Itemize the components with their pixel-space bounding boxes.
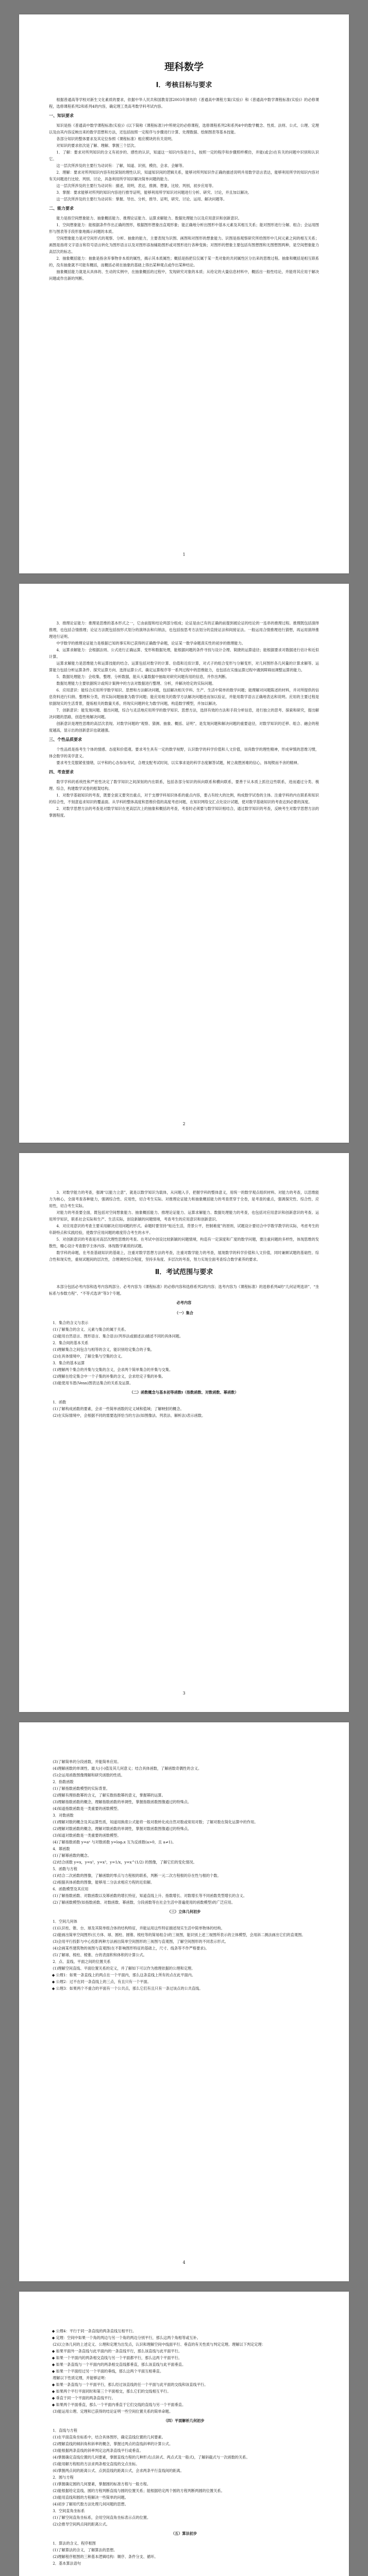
paragraph: 抽象概括能力就是从具体的、生动的实例中，在抽象概括的过程中，发现研究对象的本质；从给定的大量信息材料中，概括出一般性结论，并能将其应用于解决问题或作出新的判断。 — [49, 269, 319, 281]
paragraph: 5．数据处理能力：会收集、整理、分析数据，能从大量数据中抽取对研究问题有用的信息，并作出判断。 — [56, 674, 229, 679]
center-heading: 必考内容 — [176, 1300, 192, 1305]
page-number: 3 — [182, 1691, 186, 1696]
list-item: (4)会画某些建筑物的视图与直观图(在不影响图形特征的基础上，尺寸、线条等不作严格要求)。 — [53, 1946, 209, 1951]
list-item: (6)掌握两点间的距离公式、点到直线的距离公式，会求两条平行直线间的距离。 — [53, 2468, 184, 2473]
list-item: (4)知道指数函数是一类重要的函数模型。 — [53, 1806, 121, 1811]
list-item: (1)了解幂函数的概念。 — [53, 1853, 92, 1858]
section-heading: Ⅰ．考核目标与要求 — [156, 81, 212, 89]
paragraph: 中学数学的推理论证能力是根据已知的事实和已获得的正确数学命题，论证某一数学命题真实性的初步的推理能力。 — [56, 641, 245, 646]
document-page — [19, 1153, 349, 1712]
subsection-heading: 三、个性品质要求 — [49, 737, 82, 742]
list-item: (3)会用平行投影与中心投影两种方法画出简单空间图形的三视图与直观图，了解空间图形的不同表示形式。 — [53, 1939, 228, 1944]
list-item: (3)理解指数函数的概念，理解指数函数的单调性，掌握指数函数图像通过的特殊点。 — [53, 1800, 192, 1804]
list-item: 3．对数函数 — [53, 1813, 74, 1818]
list-item: (2)理解直线的倾斜角和斜率的概念，掌握过两点的直线斜率的计算公式。 — [53, 2442, 173, 2446]
list-item: (1)在平面直角坐标系中，结合具体图形，确定直线位置的几何要素。 — [53, 2435, 165, 2439]
paragraph: 个性品质是指考生个体的情感、态度和价值观。要求考生具有一定的数学视野，认识数学的科学价值和人文价值，崇尚数学的理性精神，形成审慎的思维习惯，体会数学的美学意义。 — [49, 747, 319, 758]
paragraph: 要求考生克服紧张情绪，以平和的心态参加考试，合理支配考试时间，以实事求是的科学态度解答试题，树立战胜困难的信心，体现锲而不舍的精神。 — [56, 760, 301, 765]
bullet-item: ◆ 定理：空间中如果一个角的两边与另一个角的两边分别平行，那么这两个角相等或互补。 — [52, 2335, 200, 2340]
paragraph: 各部分知识的整体要求及其定位参照《课程标准》相应模块的有关说明。 — [56, 137, 175, 141]
list-item: (1)理解空间直线、平面位置关系的定义，并了解如下可以作为推理依据的公理和定理。 — [53, 1966, 195, 1971]
page-content — [49, 2328, 319, 2567]
paragraph: 7．创新意识：能发现问题、提出问题，综合与灵活地应用所学的数学知识、思想方法，选择有效的方法和手段分析信息，进行独立的思考、探索和研究，提出解决问题的思路，创造性地解决问题。 — [49, 708, 319, 719]
center-heading: （三）立体几何初步 — [167, 1909, 201, 1914]
paragraph: 3．对数学能力的考查，强调“以能力立意”，就是以数学知识为载体，从问题入手，把握学科的整体意义，用统一的数学观点组织材料。对能力的考查，以思维能力为核心，全面考查各种能力，强调综合性、应用性，切合考生实际。对推理论证能力和抽象概括能力的考查贯穿于全卷，是考查的重点，强调探究性、综合性、应用性，切合考生实际。 — [49, 1190, 319, 1208]
bullet-item: ◆ 如果一个平面经过另一个平面的垂线，那么这两个平面互相垂直。 — [52, 2369, 164, 2374]
list-item: (3)能用直线和圆的方程解决一些简单的问题。 — [53, 2495, 128, 2500]
list-item: (1)理解两个集合的并集与交集的含义，会求两个简单集合的并集与交集。 — [53, 1367, 173, 1372]
subsection-heading: 四、考查要求 — [49, 770, 74, 774]
list-item: (3)知道对数函数是一类重要的函数模型。 — [53, 1833, 121, 1838]
paragraph: 数学科的命题，在考查基础知识的基础上，注重对数学思想方法的考查，注重对数学能力的考查，展现数学的科学价值和人文价值，同时兼顾试题的基础性、综合性和现实性，重视试题间的层次性，合理调控综合程度，坚持多角度、多层次的考查，努力实现全面考查综合数学素养的要求。 — [49, 1250, 319, 1262]
paragraph: 2．对数学思想方法的考查是对数学知识在更高层次上的抽象和概括的考查，考查时必须要与数学知识相结合，通过数学知识的考查，反映考生对数学思想方法的掌握程度。 — [49, 806, 319, 818]
list-item: 1．直线与方程 — [53, 2428, 77, 2433]
list-item: 1．集合的含义与表示 — [53, 1320, 89, 1325]
paragraph: 运算求解能力是思维能力和运算技能的结合。运算包括对数字的计算、估值和近似计算，对式子的组合变形与分解变形，对几何图形各几何量的计算求解等。运算能力包括分析运算条件、探究运算方向、选择运算公式、确定运算程序等一系列过程中的思维能力，也包括在实施运算过程中遇到障碍而调整运算的能力。 — [49, 661, 319, 672]
page-content — [49, 60, 319, 282]
paragraph: 4．对应用意识的考查主要采用解决应用问题的形式。命题时要坚持“贴近生活，背景公平，控制难度”的原则，试题设计要切合中学数学教学的实际，考虑考生的年龄特点和实践经验，使数学应用问题的难度符合考生的水平。 — [49, 1224, 319, 1235]
bullet-item: ◆ 公理3：如果两个不重合的平面有一个公共点，那么它们有且只有一条过该点的公共直线。 — [52, 1986, 203, 1991]
center-heading: （一）集合 — [175, 1311, 193, 1315]
bullet-item: ◆ 如果一条直线与一个平面平行，那么经过该直线的任一个平面与此平面的交线和该直线平行。 — [52, 2382, 208, 2387]
bullet-item: ◆ 如果两个平面垂直，那么一个平面内垂直于它们交线的直线与另一个平面垂直。 — [52, 2402, 186, 2407]
list-item: (1)了解算法的含义，了解算法的思想。 — [53, 2548, 118, 2552]
page-number: 1 — [182, 552, 186, 557]
section-heading: Ⅱ．考试范围与要求 — [155, 1268, 213, 1276]
list-item: (3)了解简单的分段函数，并能简单应用。 — [53, 1759, 121, 1764]
bullet-item: ◆ 垂直于同一个平面的两条直线平行。 — [52, 2396, 115, 2400]
list-item: (1)认识柱、锥、台、球及其简单组合体的结构特征，并能运用这些特征描述现实生活中简单物体的结构。 — [53, 1926, 225, 1930]
document-page — [19, 2292, 349, 2576]
list-item: (1)掌握确定圆的几何要素，掌握圆的标准方程与一般方程。 — [53, 2482, 151, 2486]
list-item: 2．集合间的基本关系 — [53, 1341, 89, 1345]
list-item: 4．幂函数 — [53, 1846, 70, 1851]
subsection-heading: 一、知识要求 — [49, 113, 74, 118]
list-item: 1．算法的含义、程序框图 — [53, 2541, 96, 2546]
paragraph: 这一层次所涉及的主要行为动词有：描述，说明，表达，推测、想象，比较、判别，初步应用等。 — [56, 183, 216, 188]
center-heading: （五）算法初步 — [171, 2531, 197, 2536]
center-heading: （二）函数概念与基本初等函数Ⅰ（指数函数、对数函数、幂函数） — [129, 1390, 239, 1395]
paragraph: 1．对数学基础知识的考查，既要全面又要突出重点，对于支撑学科知识体系的重点内容，要占有较大的比例，构成数学试卷的主体。注重学科的内在联系和知识的综合性，不刻意追求知识的覆盖面。从学科的整体高度和思维价值的高度考虑问题，在知识网络交汇点处设计试题，使对数学基础知识的考查达到必要的深度。 — [49, 793, 319, 804]
list-item: 理解以下性质定理，并能够证明： — [53, 2376, 109, 2380]
paragraph: 数据处理能力主要依据统计或统计案例中的方法对数据进行整理、分析，并解决给定的实际问题。 — [56, 681, 216, 686]
paragraph: 对能力的考查要全面，既包括对空间想象能力、抽象概括能力、推理论证能力、运算求解能力、数据处理能力的考查，也包括对应用意识和创新意识的考查。运用所学知识，联系社会实际和生产、生活实际，创设新颖的问题情境，考查考生的应用意识和创新意识。 — [49, 1210, 319, 1222]
list-item: 2．点、直线、平面之间的位置关系 — [53, 1959, 111, 1964]
paragraph: 这一层次所涉及的主要行为动词有：了解，知道、识别，模仿，会求、会解等。 — [56, 163, 186, 168]
paragraph: 对知识的要求依次是了解、理解、掌握三个层次。 — [56, 143, 138, 148]
page-number: 4 — [182, 2260, 186, 2265]
list-item: 2．指数函数 — [53, 1780, 74, 1784]
list-item: 3．空间直角坐标系 — [53, 2509, 85, 2513]
list-item: 1．空间几何体 — [53, 1919, 77, 1924]
paragraph: 5．对创新意识的考查是对高层次理性思维的考查。在考试中创设比较新颖的问题情境，构造有一定深度和广度的数学问题，要注重问题的多样性，体现思维的发散性，精心设计考查数学主体内容、体现数学素质的试题。 — [49, 1237, 319, 1248]
paragraph: 1．空间想象能力：能根据条件作出正确的图形，根据图形想象出直观形象；能正确地分析出图形中基本元素及其相互关系；能对图形进行分解、组合；会运用图形与图表等手段形象地揭示问题的本质。 — [49, 223, 319, 234]
list-item: (2)能用自然语言、图形语言、集合语言(列举法或描述法)描述不同的具体问题。 — [53, 1334, 183, 1338]
list-item: 6．函数模型及其应用 — [53, 1887, 89, 1891]
bullet-item: ◆ 如果平面外一条直线与此平面内的一条直线平行，那么该直线与此平面平行。 — [52, 2349, 182, 2353]
list-item: 3．集合的基本运算 — [53, 1361, 85, 1365]
list-item: (2)理解对数函数的概念，理解对数函数的单调性，掌握对数函数图像通过的特殊点。 — [53, 1826, 192, 1831]
list-item: (1)了解构成函数的要素，会求一些简单函数的定义域和值域；了解映射的概念。 — [53, 1406, 184, 1411]
subsection-heading: 二、能力要求 — [49, 206, 74, 211]
list-item: (2)会推导空间两点间的距离公式。 — [53, 2522, 110, 2527]
list-item: (4)初步了解用代数方法处理几何问题的思想。 — [53, 2502, 128, 2506]
bullet-item: ◆ 如果一个平面内的两条相交直线与另一个平面都平行，那么这两个平面平行。 — [52, 2355, 182, 2360]
document-page — [19, 1722, 349, 2281]
center-heading: （四）平面解析几何初步 — [163, 2418, 205, 2423]
list-item: (4)掌握确定直线位置的几何要素，掌握直线方程的几种形式(点斜式、两点式及一般式)，了解斜截式与一次函数的关系。 — [53, 2455, 250, 2460]
document-title: 理科数学 — [164, 61, 204, 73]
page-content — [49, 1758, 319, 1992]
list-item: (2)能根据给定直线、圆的方程判断直线与圆的位置关系；能根据给定两个圆的方程判断两圆的位置关系。 — [53, 2488, 225, 2493]
paragraph: 根据普通高等学校对新生文化素质的要求，依据中华人民共和国教育部2003年颁布的《普通高中课程方案(实验)》和《普通高中数学课程标准(实验)》的必修课程，选修课程系列2和系列4的内容，确定理工类高考数学科考试内容。 — [49, 97, 319, 109]
list-item: (2)在实际情境中，会根据不同的需要选择恰当的方法(如图像法、列表法、解析法)表示函数。 — [53, 1413, 206, 1418]
document-page — [19, 14, 349, 573]
bullet-item: ◆ 公理2：过不在同一条直线上的三点，有且只有一个平面。 — [52, 1979, 151, 1984]
paragraph: 这一层次所涉及的主要行为动词有：掌握、导出、分析，推导、证明，研究、讨论、运用、解决问题等。 — [56, 197, 227, 201]
paragraph: 知识是指《普通高中数学课程标准(实验)》(以下简称《课程标准》)中所规定的必修课程，选修课程系列2和系列4中的数学概念、性质、法则、公式、公理、定理以及由其内容反映出来的数学思想和方法，还包括按照一定程序与步骤进行计算、处理数据、绘制图表等基本技能。 — [49, 123, 319, 134]
list-item: (4)理解函数的单调性、最大(小)值及其几何意义；结合具体函数，了解函数奇偶性的含义。 — [53, 1766, 202, 1771]
bullet-item: ◆ 如果一条直线与一个平面内的两条相交直线都垂直，那么该直线与此平面垂直。 — [52, 2362, 186, 2367]
list-item: (2)结合函数 y=x，y=x²，y=x³，y=1/x，y=x^(1/2) 的图像，了解它们的变化情况。 — [53, 1860, 197, 1865]
page-number: 2 — [182, 1122, 186, 1126]
list-item: 1．函数 — [53, 1400, 66, 1404]
list-item: 2．圆与方程 — [53, 2475, 74, 2480]
list-item: (3)能运用公理、定理和已获得的结论证明一些空间位置关系的简单命题。 — [53, 2409, 173, 2414]
list-item: (2)在具体情境中，了解全集与空集的含义。 — [53, 1354, 125, 1359]
list-item: (1)了解指数函数、对数函数以及幂函数的增长特征，知道直线上升、指数增长、对数增长等不同函数类型增长的含义。 — [53, 1893, 247, 1898]
list-item: 5．函数与方程 — [53, 1867, 77, 1871]
page-content — [49, 620, 319, 819]
bullet-item: ◆ 如果两个平行平面同时和第三个平面相交，那么它们的交线相互平行。 — [52, 2389, 171, 2394]
list-item: (1)理解对数的概念及其运算性质，知道用换底公式能将一般对数转化成自然对数或常用对数；了解对数在简化运算中的作用。 — [53, 1820, 258, 1824]
list-item: (3)能使用韦恩(Venn)图表达集合的关系及运算。 — [53, 1381, 133, 1385]
list-item: (1)了解集合的含义、元素与集合的属于关系。 — [53, 1327, 128, 1332]
bullet-item: ◆ 公理1：如果一条直线上的两点在一个平面内，那么这条直线上所有的点在此平面内。 — [52, 1973, 196, 1977]
list-item: (2)理解有理指数幂的含义，了解实数指数幂的意义，掌握幂的运算。 — [53, 1793, 165, 1798]
paragraph: 空间想象能力是对空间形式的观察、分析、抽象的能力，主要表现为识图、画图和对图形的想象能力。识图是指观察研究所给图形中几何元素之间的相互关系；画图是指将文字语言和符号语言转化为图形语言以及对图形添加辅助图形或对图形进行各种变换；对图形的想象主要包括有图想图和无图想图两种，是空间想象能力高层次的标志。 — [49, 236, 319, 254]
list-item: (2)能画出简单空间图形(长方体、球、圆柱、圆锥、棱柱等的简易组合)的三视图，能识别上述三视图所表示的立体模型，会用斜二测法画出它们的直观图。 — [53, 1933, 306, 1937]
list-item: (1)结合二次函数的图像，了解函数的零点与方程根的联系，判断一元二次方程根的存在性与根的个数。 — [53, 1873, 221, 1878]
paragraph: 创新意识是理性思维的高层次表现。对数学问题的“观察、猜测、抽象、概括、证明”，是发现问题和解决问题的重要途径，对数学知识的迁移、组合、融会的程度越高，显示出的创新意识也就越强。 — [49, 721, 319, 733]
paragraph: 6．应用意识：能综合应用所学数学知识、思想和方法解决问题，包括解决相关学科、生产、生活中简单的数学问题；能理解对问题陈述的材料，并对所提供的信息资料进行归纳、整理和分类，将实际问题抽象为数学问题；能应用相关的数学方法解决问题进而加以验证，并能用数学语言正确地表达和说明。应用的主要过程是依据现实的生活背景，提炼相关的数量关系，将现实问题转化为数学问题，构造数学模型，并加以解决。 — [49, 688, 319, 706]
paragraph: 2．理解：要求对所列知识内容有较深刻的理性认识，知道知识间的逻辑关系，能够对所列知识作正确的描述说明并用数学语言表达，能够利用所学的知识内容对有关问题进行比较、判别、讨论，具备利用所学知识解决简单问题的能力。 — [49, 170, 319, 181]
document-page — [19, 584, 349, 1143]
paragraph: 3．推理论证能力：推理是思维的基本形式之一，它由前提和结论两部分组成；论证是由已有的正确的前提到被论证的结论的一连串的推理过程。推理既包括演绎推理，也包括合情推理；论证方法既包括按形式划分的演绎法和归纳法，也包括按思考方法划分的直接证法和间接证法。一般运用合情推理进行猜想，再运用演绎推理进行证明。 — [49, 621, 319, 639]
paragraph: 3．掌握：要求能够对所列的知识内容进行推导证明，能够利用所学知识对问题进行分析、研究、讨论，并且加以解决。 — [56, 190, 252, 195]
page-content — [49, 1189, 319, 1419]
paragraph: 本部分包括必考内容和选考内容两部分。必考内容为《课程标准》的必修内容和选修系列2的内容；选考内容为《课程标准》的选修系列4的“几何证明选讲”、“坐标系与参数方程”、“不等式选讲”等3个专题。 — [49, 1284, 319, 1296]
paragraph: 1．了解：要求对所列知识的含义有初步的、感性的认识，知道这一知识内容是什么，按照一定的程序和步骤照样模仿，并能(或会)在有关的问题中识别和认识它。 — [49, 150, 319, 161]
list-item: (1)了解指数函数模型的实际背景。 — [53, 1786, 110, 1791]
list-item: 2．基本算法语句 — [53, 2561, 81, 2566]
list-item: (2)理解程序框图的三种基本逻辑结构：顺序、条件分支、循环。 — [53, 2554, 158, 2559]
list-item: (2)了解函数模型(如指数函数、对数函数、幂函数、分段函数等在社会生活中普遍使用的函数模型)的广泛应用。 — [53, 1900, 235, 1905]
bullet-item: ◆ 公理4：平行于同一条直线的两条直线互相平行。 — [52, 2329, 137, 2333]
paragraph: 2．抽象概括能力：抽象是指舍弃事物非本质的属性，揭示其本质属性；概括是指把仅仅属于某一类对象的共同属性区分出来的思维过程。抽象和概括是相互联系的，没有抽象就不可能有概括，而概括必须在抽象的基础上得出某种观点或作出某种结论。 — [49, 256, 319, 267]
list-item: (2)理解在给定集合中一个子集的补集的含义，会求给定子集的补集。 — [53, 1374, 165, 1379]
list-item: (4)了解指数函数 y=aˣ 与对数函数 y=logₐx 互为反函数(a>0，且 a≠1)。 — [53, 1840, 176, 1844]
list-item: (1)了解空间直角坐标系，会用空间直角坐标表示点的位置。 — [53, 2515, 151, 2520]
list-item: (5)能用解方程组的方法求两条相交直线的交点坐标。 — [53, 2462, 140, 2466]
list-item: (1)理解集合之间包含与相等的含义，能识别给定集合的子集。 — [53, 1347, 155, 1352]
list-item: (2)根据具体函数的图像，能够用二分法求相应方程的近似解。 — [53, 1880, 155, 1885]
list-item: (3)能根据两条直线的斜率判定这两条直线平行或垂直。 — [53, 2448, 143, 2453]
list-item: (5)会运用函数图像理解和研究函数的性质。 — [53, 1773, 125, 1777]
list-item: (5)了解球、棱柱、棱锥、台的表面积和体积的计算公式。 — [53, 1953, 147, 1957]
list-item: (2)以立体几何的上述定义、公理和定理为出发点，认识和理解空间中线面平行、垂直的有关性质与判定定理。理解以下判定定理： — [53, 2342, 265, 2347]
paragraph: 能力是指空间想象能力、抽象概括能力、推理论证能力、运算求解能力、数据处理能力以及应用意识和创新意识。 — [56, 216, 242, 221]
paragraph: 数学学科的系统性和严密性决定了数学知识之间深刻的内在联系，包括各部分知识的纵向联系和横向联系，要善于从本质上抓住这些联系，进而通过分类、梳理、综合，构建数学试卷的框架结构。 — [49, 779, 319, 791]
paragraph: 4．运算求解能力：会根据法则、公式进行正确运算、变形和数据处理，能根据问题的条件寻找与设计合理、简捷的运算途径；能根据要求对数据进行估计和近似计算。 — [49, 648, 319, 659]
